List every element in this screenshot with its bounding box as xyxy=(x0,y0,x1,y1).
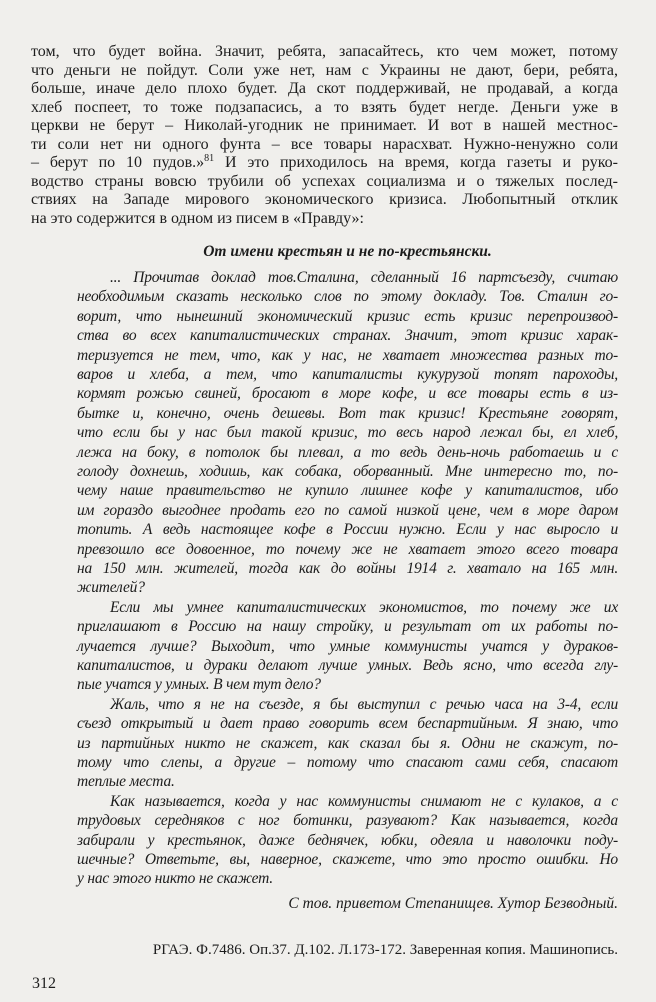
letter-line: лучается лучше? Выходит, что умные коммунисты учатся у дураков- xyxy=(77,637,618,655)
text-line: ти соли нет ни одного фунта – все товары нарасхват. Нужно-ненужно соли xyxy=(31,135,618,153)
archive-source-note: РГАЭ. Ф.7486. Оп.37. Д.102. Л.173-172. Заверенная копия. Машинопись. xyxy=(152,942,618,958)
text-fragment: И это приходилось на время, когда газеты и руко- xyxy=(214,154,619,171)
letter-line: кормят рожью свиней, бросают в море кофе, и все товары есть в из- xyxy=(77,385,618,403)
letter-line: Если мы умнее капиталистических экономистов, то почему же их xyxy=(110,598,618,616)
letter-line: съезд открытый и дает право говорить всем беспартийным. Я знаю, что xyxy=(77,715,618,733)
letter-line: на 150 млн. жителей, тогда как до войны 1914 г. хватало на 165 млн. xyxy=(77,560,618,577)
letter-line: лежа на боку, в потолок бы плевал, а то ведь день-ночь работаешь и с xyxy=(77,443,618,461)
letter-line: шечные? Ответьте, вы, наверное, скажете, что это просто ошибки. Но xyxy=(77,851,618,868)
letter-line: теризуется не тем, что, как у нас, не хватает множества разных то- xyxy=(77,346,618,364)
text-line: том, что будет война. Значит, ребята, запасайтесь, кто чем может, потому xyxy=(31,43,618,60)
text-line: ствиях на Западе мирового экономического кризиса. Любопытный отклик xyxy=(31,191,618,208)
text-line: водство страны вовсю трубили об успехах социализма и о тяжелых послед- xyxy=(31,172,618,190)
letter-line: капиталистов, и дураки делают лучше умных. Ведь ясно, что всегда глу- xyxy=(77,657,618,674)
letter-line: им гораздо выгоднее продать его по самой низкой цене, чем в море даром xyxy=(77,501,618,519)
letter-line: чему наше правительство не купило лишнее кофе у капиталистов, ибо xyxy=(77,482,618,500)
page-number: 312 xyxy=(32,975,56,992)
text-line: хлеб поспеет, то тоже подзапасись, а то взять будет негде. Деньги уже в xyxy=(31,98,618,116)
letter-line: Как называется, когда у нас коммунисты снимают не с кулаков, а с xyxy=(110,792,618,810)
text-line: что деньги не пойдут. Соли уже нет, нам с Украины не дают, бери, ребята, xyxy=(31,61,618,79)
letter-line: Жаль, что я не на съезде, я бы выступил с речью часа на 3-4, если xyxy=(110,695,618,713)
letter-line: жителей? xyxy=(77,579,145,597)
letter-line: приглашают в Россию на нашу стройку, и результат от их работы по- xyxy=(77,618,618,636)
letter-line: трудовых середняков с ног ботинки, разувают? Как называется, когда xyxy=(77,812,618,830)
letter-line: тому что слепы, а другие – потому что спасают сами себя, спасают xyxy=(77,754,618,771)
letter-line: голоду дохнешь, ходишь, как собака, оборванный. Мне интересно то, по- xyxy=(77,463,618,480)
text-line: на это содержится в одном из писем в «Правду»: xyxy=(31,209,364,227)
letter-signature: С тов. приветом Степанищев. Хутор Безводный. xyxy=(288,895,618,912)
letter-line: необходимым сказать несколько слов по этому докладу. Тов. Сталин го- xyxy=(77,288,618,306)
text-fragment: – берут по 10 пудов.» xyxy=(31,154,205,171)
letter-line: топить. А ведь настоящее кофе в России нужно. Если у нас выросло и xyxy=(77,521,618,539)
letter-title: От имени крестьян и не по-крестьянски. xyxy=(203,243,492,260)
letter-line: бытке и, конечно, очень дешевы. Вот так кризис! Крестьяне говорят, xyxy=(77,404,618,422)
letter-line: ... Прочитав доклад тов.Сталина, сделанный 16 партсъезду, считаю xyxy=(110,269,618,286)
letter-line: теплые места. xyxy=(77,773,175,791)
letter-line: из партийных никто не скажет, как сказал бы я. Одни не скажут, по- xyxy=(77,734,618,752)
letter-line: забирали у крестьянок, даже беднячек, юбки, одеяла и наволочки поду- xyxy=(77,831,618,849)
letter-line: что если бы у нас был такой кризис, то весь народ лежал бы, ел хлеб, xyxy=(77,424,618,442)
letter-line: превзошло все довоенное, то почему же не хватает этого всего товара xyxy=(77,540,618,558)
letter-line: пые учатся у умных. В чем тут дело? xyxy=(77,676,321,694)
letter-line: у нас этого никто не скажет. xyxy=(77,870,273,888)
footnote-marker[interactable]: 81 xyxy=(204,153,215,164)
text-line-with-footnote xyxy=(31,154,618,172)
text-line: церкви не берут – Николай-угодник не принимает. И вот в нашей местнос- xyxy=(31,117,618,134)
letter-line: варов и хлеба, а тем, что капиталисты кукурузой топят пароходы, xyxy=(77,366,618,383)
text-line: больше, иначе дело плохо будет. Да скот поддерживай, не продавай, а когда xyxy=(31,80,618,97)
letter-line: ства во всех капиталистических странах. Значит, этот кризис харак- xyxy=(77,327,618,345)
letter-line: ворит, что нынешний экономический кризис есть кризис перепроизвод- xyxy=(77,307,618,325)
